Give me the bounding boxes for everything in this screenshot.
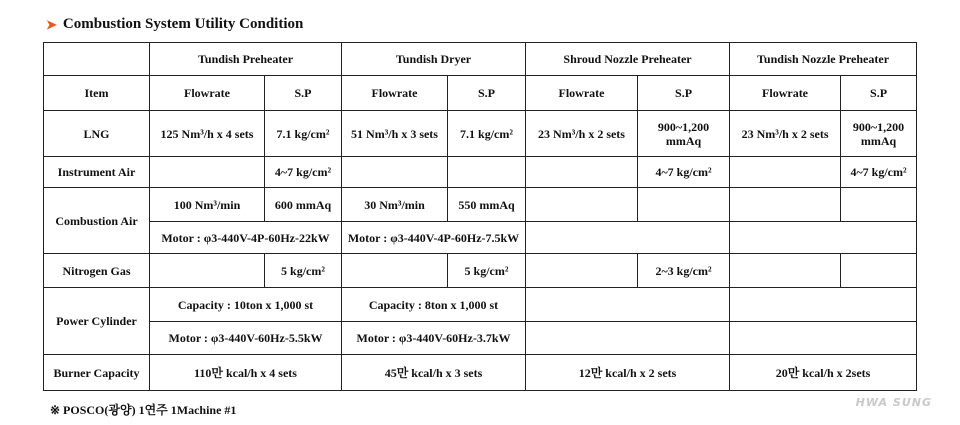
column-header-row	[44, 76, 917, 111]
motor-spec-cell: Motor : φ3-440V-60Hz-3.7kW	[342, 322, 526, 355]
table-cell	[841, 188, 917, 222]
sp-header: S.P	[638, 76, 730, 111]
table-cell: 51 Nm³/h x 3 sets	[342, 111, 448, 157]
table-cell	[730, 157, 841, 188]
table-cell	[730, 254, 841, 288]
row-label: LNG	[44, 111, 150, 157]
table-cell	[342, 157, 448, 188]
table-cell: 4~7 kg/cm²	[265, 157, 342, 188]
row-label: Burner Capacity	[44, 355, 150, 391]
table-row	[44, 288, 917, 322]
table-cell: 600 mmAq	[265, 188, 342, 222]
table-cell: 2~3 kg/cm²	[638, 254, 730, 288]
table-cell	[150, 254, 265, 288]
section-title	[46, 16, 303, 33]
flowrate-header: Flowrate	[150, 76, 265, 111]
table-cell: 7.1 kg/cm²	[448, 111, 526, 157]
row-label: Nitrogen Gas	[44, 254, 150, 288]
item-header: Item	[44, 76, 150, 111]
motor-spec-cell: Motor : φ3-440V-60Hz-5.5kW	[150, 322, 342, 355]
sp-header: S.P	[841, 76, 917, 111]
table-row	[44, 355, 917, 391]
table-cell	[526, 222, 730, 254]
table-row	[44, 188, 917, 222]
section-title-text: Combustion System Utility Condition	[62, 16, 304, 32]
arrow-bullet-icon: ➤	[46, 16, 57, 32]
table-cell: 900~1,200 mmAq	[638, 111, 730, 157]
table-row	[44, 222, 917, 254]
table-cell: 7.1 kg/cm²	[265, 111, 342, 157]
table-cell: 30 Nm³/min	[342, 188, 448, 222]
group-header-row	[44, 43, 917, 76]
table-row	[44, 157, 917, 188]
table-cell	[730, 222, 917, 254]
footnote: ※ POSCO(광양) 1연주 1Machine #1	[50, 403, 237, 417]
table-cell	[526, 254, 638, 288]
table-cell: 900~1,200 mmAq	[841, 111, 917, 157]
watermark-logo: HWA SUNG	[855, 396, 932, 409]
table-cell	[730, 322, 917, 355]
row-label: Combustion Air	[44, 188, 150, 254]
capacity-cell: Capacity : 8ton x 1,000 st	[342, 288, 526, 322]
burner-capacity-cell: 12만 kcal/h x 2 sets	[526, 355, 730, 391]
row-label: Instrument Air	[44, 157, 150, 188]
table-cell	[526, 322, 730, 355]
table-cell	[638, 188, 730, 222]
row-label: Power Cylinder	[44, 288, 150, 355]
group-header: Tundish Nozzle Preheater	[730, 43, 917, 76]
capacity-cell: Capacity : 10ton x 1,000 st	[150, 288, 342, 322]
sp-header: S.P	[265, 76, 342, 111]
table-cell	[526, 288, 730, 322]
table-cell	[150, 157, 265, 188]
table-cell: 4~7 kg/cm²	[841, 157, 917, 188]
table-cell	[342, 254, 448, 288]
table-cell: 100 Nm³/min	[150, 188, 265, 222]
sp-header: S.P	[448, 76, 526, 111]
table-cell	[730, 188, 841, 222]
table-cell: 5 kg/cm²	[265, 254, 342, 288]
motor-spec-cell: Motor : φ3-440V-4P-60Hz-7.5kW	[342, 222, 526, 254]
table-cell	[448, 157, 526, 188]
burner-capacity-cell: 110만 kcal/h x 4 sets	[150, 355, 342, 391]
table-row	[44, 111, 917, 157]
burner-capacity-cell: 45만 kcal/h x 3 sets	[342, 355, 526, 391]
corner-cell	[44, 43, 150, 76]
motor-spec-cell: Motor : φ3-440V-4P-60Hz-22kW	[150, 222, 342, 254]
burner-capacity-cell: 20만 kcal/h x 2sets	[730, 355, 917, 391]
table-cell: 125 Nm³/h x 4 sets	[150, 111, 265, 157]
table-cell: 5 kg/cm²	[448, 254, 526, 288]
table-cell	[526, 188, 638, 222]
group-header: Tundish Dryer	[342, 43, 526, 76]
table-cell	[841, 254, 917, 288]
flowrate-header: Flowrate	[342, 76, 448, 111]
table-cell	[526, 157, 638, 188]
table-cell: 23 Nm³/h x 2 sets	[730, 111, 841, 157]
flowrate-header: Flowrate	[730, 76, 841, 111]
table-cell: 23 Nm³/h x 2 sets	[526, 111, 638, 157]
table-cell: 4~7 kg/cm²	[638, 157, 730, 188]
table-row	[44, 322, 917, 355]
flowrate-header: Flowrate	[526, 76, 638, 111]
table-row	[44, 254, 917, 288]
utility-condition-table	[43, 42, 917, 391]
table-cell	[730, 288, 917, 322]
group-header: Tundish Preheater	[150, 43, 342, 76]
table-cell: 550 mmAq	[448, 188, 526, 222]
group-header: Shroud Nozzle Preheater	[526, 43, 730, 76]
